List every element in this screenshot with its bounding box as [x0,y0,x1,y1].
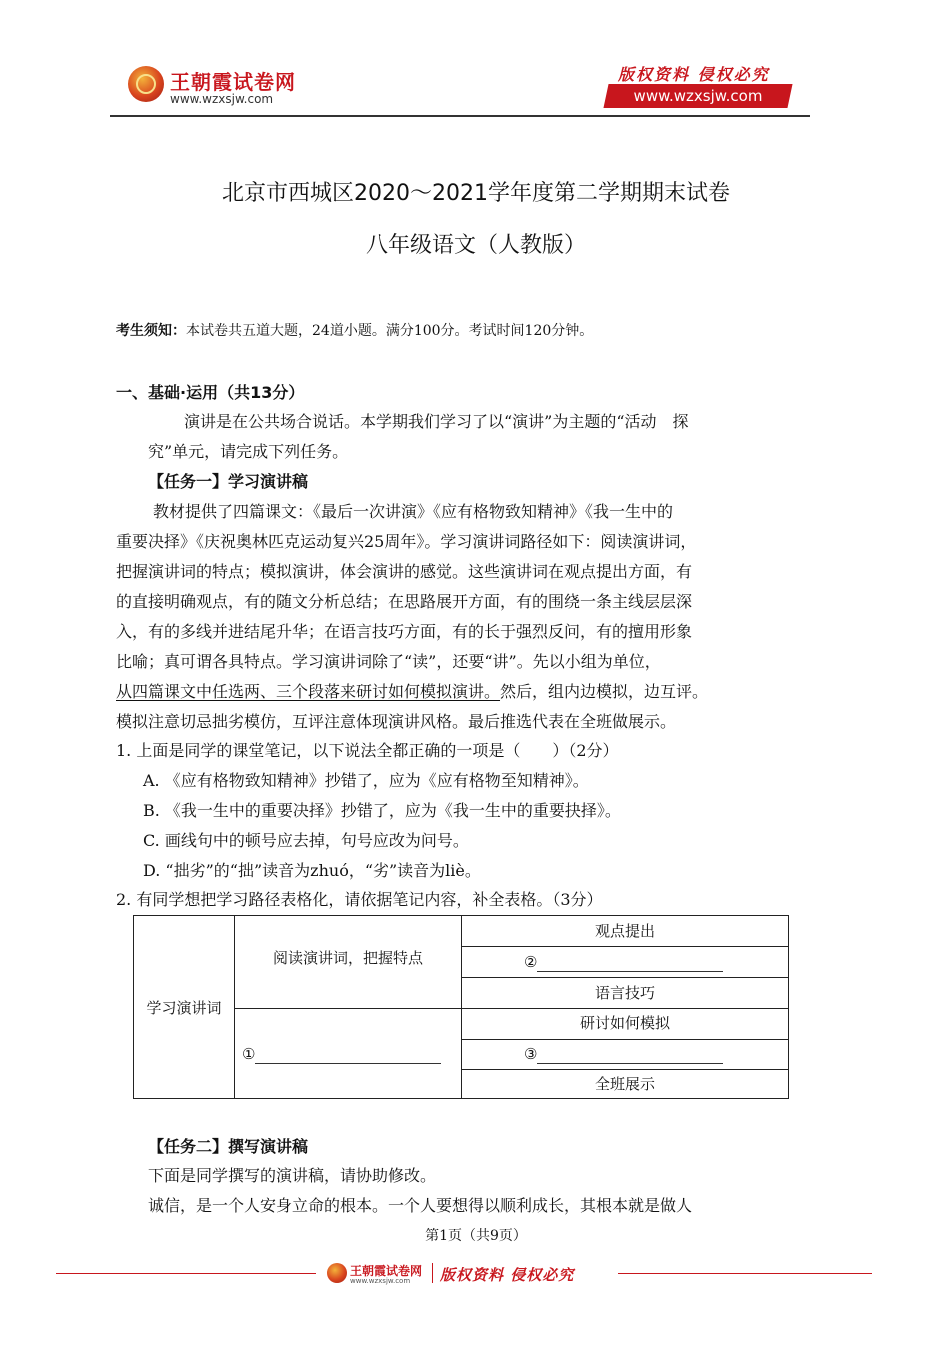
header-slogan: 版权资料 侵权必究 [618,65,770,84]
question-option: C. 画线句中的顿号应去掉，句号应改为问号。 [143,831,469,850]
table-border [461,977,788,978]
section-heading: 一、基础·运用（共13分） [116,383,305,402]
task-heading: 【任务二】撰写演讲稿 [148,1137,309,1156]
section-intro-line: 演讲是在公共场合说话。本学期我们学习了以“演讲”为主题的“活动 探 [184,412,689,431]
task-text-line: 诚信，是一个人安身立命的根本。一个人要想得以顺利成长，其根本就是做人 [148,1196,693,1215]
exam-notice-label: 考生须知： [116,323,186,339]
blank-marker: ① [242,1045,256,1063]
table-cell-category: 学习演讲词 [146,999,222,1017]
task-text-line: 教材提供了四篇课文：《最后一次讲演》《应有格物致知精神》《我一生中的 [153,502,674,521]
table-cell-step: 研讨如何模拟 [579,1014,670,1032]
task-text-line: 比喻；真可谓各具特点。学习演讲词除了“读”，还要“讲”。先以小组为单位， [116,652,661,671]
footer-separator [432,1263,433,1283]
exam-notice [116,321,593,341]
logo-badge-icon [128,66,164,102]
after-underline-text: 然后，组内边模拟，边互评。 [500,682,709,701]
task-text-line: 的直接明确观点，有的随文分析总结；在思路展开方面，有的围绕一条主线层层深 [116,592,693,611]
task-text-line: 入，有的多线并进结尾升华；在语言技巧方面，有的长于强烈反问，有的擅用形象 [116,622,693,641]
section-intro-line: 究”单元，请完成下列任务。 [148,442,349,461]
table-border [461,916,462,1098]
table-border [234,916,235,1098]
table-answer-blank[interactable] [524,1044,723,1064]
table-cell-step: 全班展示 [594,1075,655,1093]
table-border [461,1039,788,1040]
footer-logo-url[interactable]: www.wzxsjw.com [350,1277,411,1285]
question-stem: 1. 上面是同学的课堂笔记，以下说法全都正确的一项是（ ）（2分） [116,741,619,760]
page-number: 第1页（共9页） [425,1228,527,1244]
exam-notice-text: 本试卷共五道大题，24道小题。满分100分。考试时间120分钟。 [186,323,594,339]
header-divider [110,115,810,117]
task-text-line: 下面是同学撰写的演讲稿，请协助修改。 [148,1166,437,1185]
blank-line [537,1063,723,1064]
header-logo-url[interactable]: www.wzxsjw.com [170,92,274,106]
footer-slogan: 版权资料 侵权必究 [440,1266,575,1284]
task-text-line: 把握演讲词的特点；模拟演讲，体会演讲的感觉。这些演讲词在观点提出方面，有 [116,562,693,581]
question-option: D. “拙劣”的“拙”读音为zhuó，“劣”读音为liè。 [143,861,481,880]
learning-path-table [133,915,789,1099]
table-answer-blank[interactable] [524,952,723,972]
page-title: 北京市西城区2020～2021学年度第二学期期末试卷 [222,181,730,206]
question-option: B. 《我一生中的重要决择》抄错了，应为《我一生中的重要抉择》。 [143,801,621,820]
table-border [461,946,788,947]
footer-line-left [56,1273,316,1274]
footer-logo-name: 王朝霞试卷网 [350,1264,423,1278]
blank-line [255,1063,441,1064]
header-logo-name: 王朝霞试卷网 [170,70,296,94]
footer-logo-icon [327,1263,347,1283]
task-heading: 【任务一】学习演讲稿 [148,472,309,491]
footer-line-right [618,1273,872,1274]
table-border [234,1008,788,1009]
blank-marker: ③ [524,1045,538,1063]
blank-marker: ② [524,953,538,971]
page-subtitle: 八年级语文（人教版） [365,233,586,258]
task-text-line [116,682,708,702]
table-border [461,1069,788,1070]
task-text-line: 重要决择》《庆祝奥林匹克运动复兴25周年》。学习演讲词路径如下：阅读演讲词， [116,532,697,551]
header-slogan-url[interactable]: www.wzxsjw.com [633,87,763,105]
blank-line [537,971,723,972]
table-cell-step: 语言技巧 [594,984,655,1002]
table-answer-blank[interactable] [242,1044,441,1064]
task-text-line: 模拟注意切忌拙劣模仿，互评注意体现演讲风格。最后推选代表在全班做展示。 [116,712,677,731]
table-cell-stage: 阅读演讲词，把握特点 [272,949,423,967]
question-option: A. 《应有格物致知精神》抄错了，应为《应有格物至知精神》。 [143,771,589,790]
question-stem: 2. 有同学想把学习路径表格化，请依据笔记内容，补全表格。（3分） [116,890,603,909]
table-cell-step: 观点提出 [594,922,655,940]
underlined-sentence: 从四篇课文中任选两、三个段落来研讨如何模拟演讲。 [116,682,501,701]
